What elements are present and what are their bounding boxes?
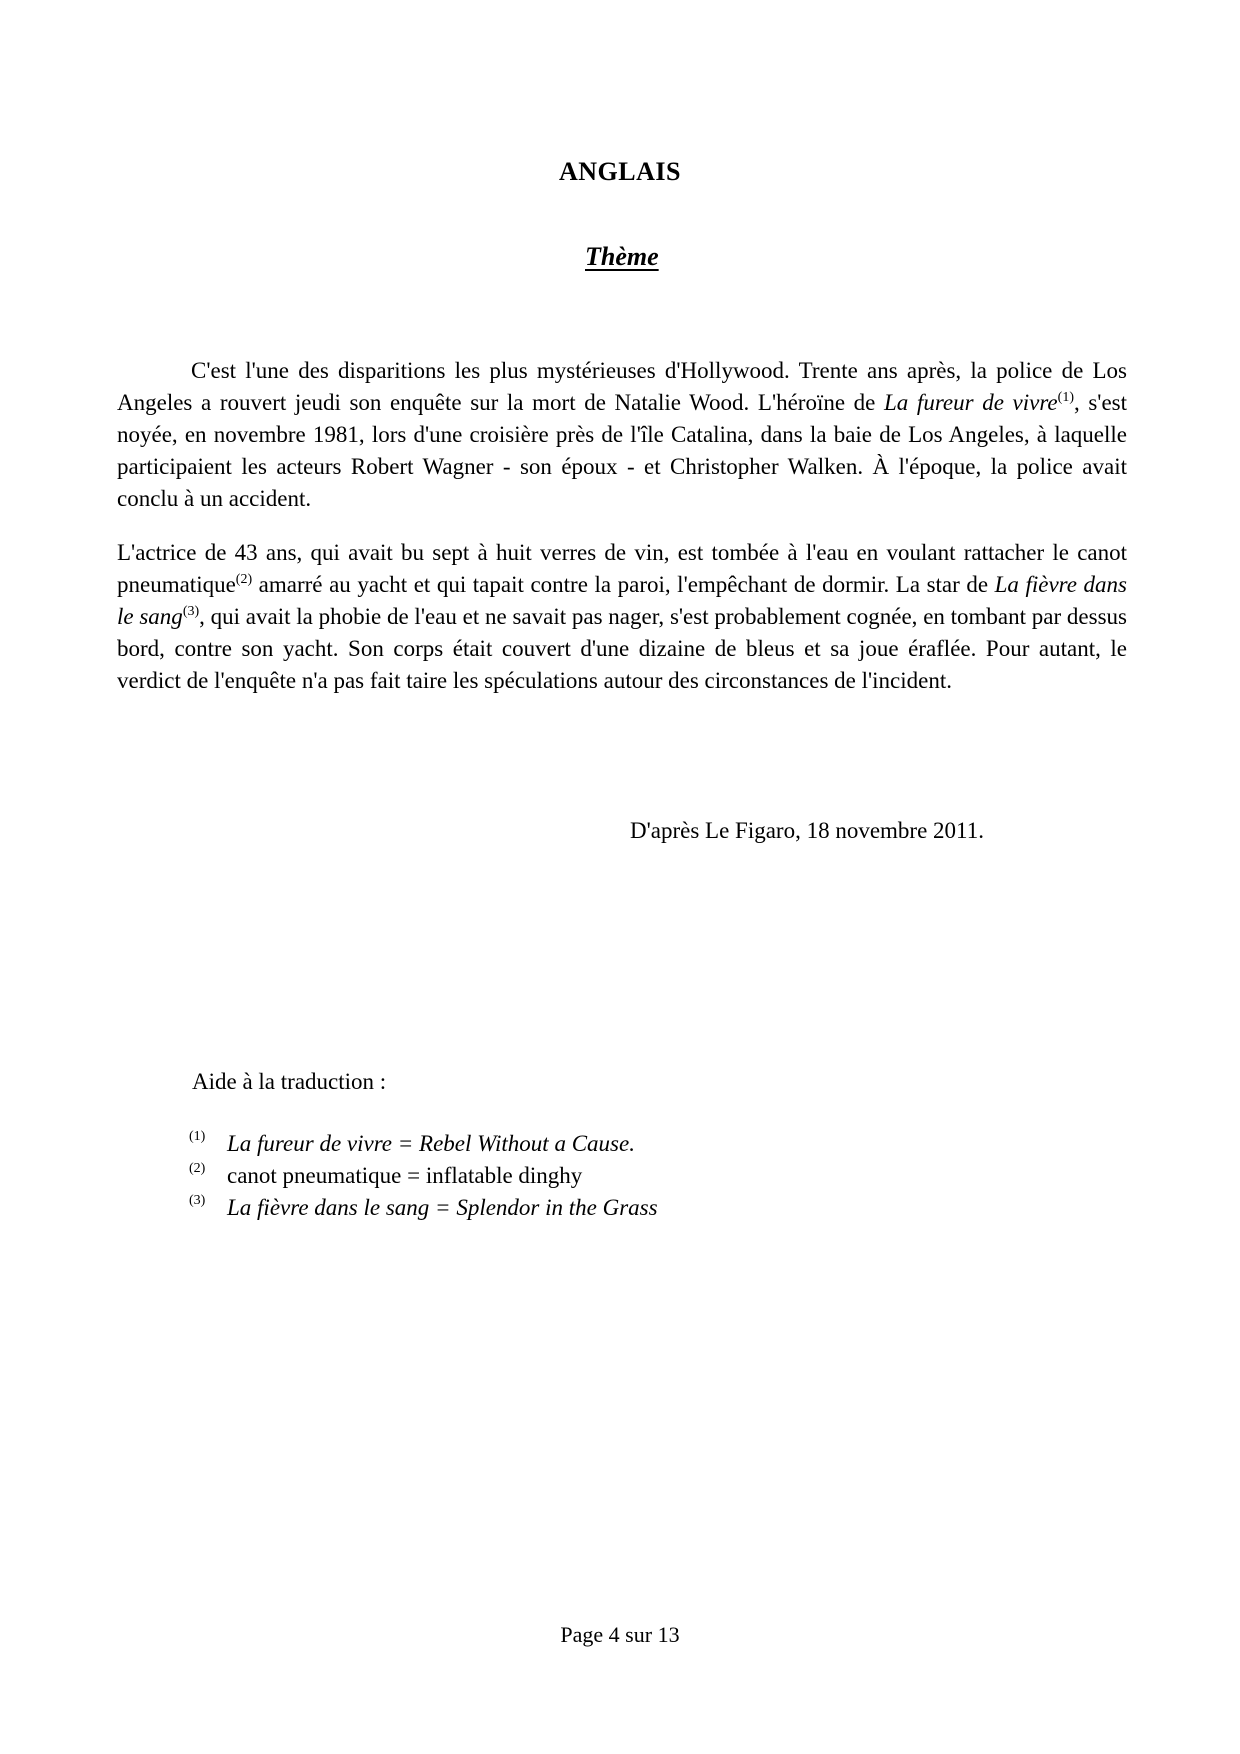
footnote-ref-3: (3): [182, 604, 200, 619]
glossary-item: [189, 1128, 658, 1160]
glossary-number: (1): [189, 1129, 206, 1144]
glossary-number: (3): [189, 1193, 206, 1208]
glossary-text: canot pneumatique = inflatable dinghy: [227, 1163, 583, 1188]
translation-help-heading: Aide à la traduction :: [192, 1069, 387, 1094]
exercise-heading: Thème: [585, 242, 659, 271]
footnote-ref-2: (2): [235, 572, 253, 587]
paragraph-2-text-end: , qui avait la phobie de l'eau et ne savait pas nager, s'est probablement cognée, en tombant par dessus bord, contre son yacht. Son corps était couvert d'une dizaine de bleus et sa joue éraflée. Pour autant, le verdict de l'enquête n'a pas fait taire les spéculations autour des circonstances de l'incident.: [117, 604, 1127, 693]
paragraph-2-text-middle: amarré au yacht et qui tapait contre la paroi, l'empêchant de dormir. La star de: [252, 572, 995, 597]
paragraph-2-text-start: L'actrice de 43 ans, qui avait bu sept à huit verres de vin, est tombée à l'eau en voulant rattacher le canot pneumatique: [117, 540, 1127, 597]
film-title-fureur: La fureur de vivre: [884, 390, 1058, 415]
subject-title: ANGLAIS: [559, 157, 681, 186]
glossary-text: La fureur de vivre = Rebel Without a Cause.: [227, 1131, 635, 1156]
film-title-fievre: La fièvre dans le sang: [117, 572, 1127, 629]
source-attribution: D'après Le Figaro, 18 novembre 2011.: [630, 818, 984, 843]
article-paragraph-1: [117, 355, 1127, 515]
glossary-number: (2): [189, 1161, 206, 1176]
glossary-text: La fièvre dans le sang = Splendor in the Grass: [227, 1195, 658, 1220]
paragraph-1-text-end: , s'est noyée, en novembre 1981, lors d'une croisière près de l'île Catalina, dans la baie de Los Angeles, à laquelle participaient les acteurs Robert Wagner - son époux - et Christopher Walken. À l'époque, la police avait conclu à un accident.: [117, 390, 1128, 511]
article-paragraph-2: [117, 537, 1127, 697]
page-number: Page 4 sur 13: [560, 1622, 680, 1647]
glossary-item: [189, 1160, 658, 1192]
translation-glossary: [189, 1128, 658, 1224]
paragraph-1-text-start: C'est l'une des disparitions les plus mystérieuses d'Hollywood. Trente ans après, la police de Los Angeles a rouvert jeudi son enquête sur la mort de Natalie Wood. L'héroïne de: [117, 358, 1127, 415]
glossary-item: [189, 1192, 658, 1224]
footnote-ref-1: (1): [1057, 390, 1074, 405]
